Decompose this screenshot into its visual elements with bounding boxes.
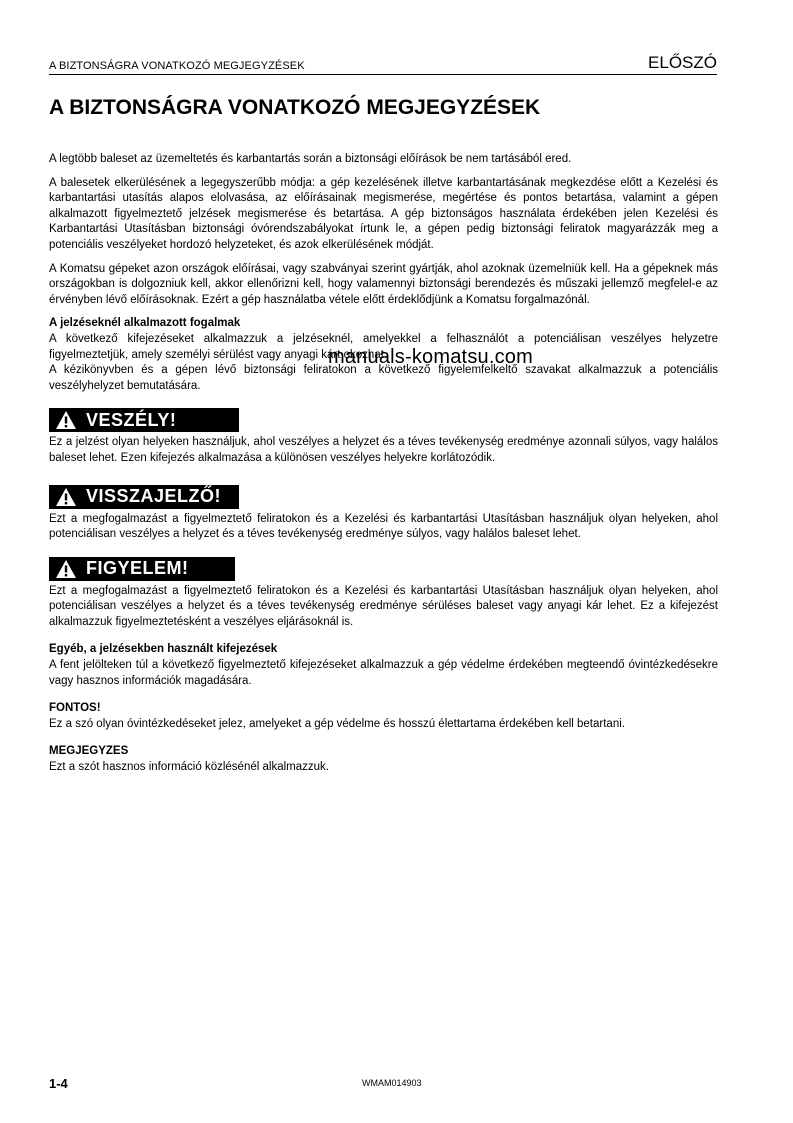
important-text: Ez a szó olyan óvintézkedéseket jelez, amelyeket a gép védelme és hosszú élettartama érdekében kell betartani. [49,717,625,730]
warning-triangle-icon [55,559,77,579]
signals-intro-2: A kézikönyvben és a gépen lévő biztonsági feliratokon a következő figyelemfelkeltő szavakat alkalmazzuk a potenciális veszélyhelyzet bemutatására. [49,364,718,392]
signals-intro-1: A következő kifejezéseket alkalmazzuk a jelzéseknél, amelyekkel a felhasználót a potenciálisan veszélyes helyzetre figyelmeztetjük, amely személyi sérülést vagy anyagi kárt okozhat. [49,332,718,361]
danger-label: VESZÉLY! [86,409,177,430]
warning-triangle-icon [55,487,77,507]
document-code: WMAM014903 [362,1078,422,1088]
caution-text: Ezt a megfogalmazást a figyelmeztető feliratokon és a Kezelési és karbantartási Utasításban használjuk olyan helyeken, ahol potenciálisan veszélyes a helyzet és a téves tevékenység eredménye sérüléses baleset vagy anyagi kár lehet. Ez a kifejezést alkalmazzuk figyelmeztetésként a veszélyes eljárásoknál is. [49,584,718,628]
signals-heading: A jelzéseknél alkalmazott fogalmak [49,317,241,330]
note-label: MEGJEGYZES [49,745,129,758]
caution-banner [49,557,235,581]
avoidance-paragraph: A balesetek elkerülésének a legegyszerűbb módja: a gép kezelésének illetve karbantartásának megkezdése előtt a Kezelési és karbantartási utasítás alapos elolvasása, az előírásainak megismerése, megértése és pontos betartása, valamint a gépen alkalmazott figyelmeztető jelzések megismerése és betartása. A gép biztonságos használata érdekében jelen Kezelési és Karbantartási Utasításban biztonsági óvórendszabályokat írtunk le, a gépen pedig biztonsági feliratok magyarázzák meg a potenciális veszélyeket hordozó helyzeteket, és azok elkerülésének módját. [49,176,718,251]
important-label: FONTOS! [49,702,101,715]
page-title: A BIZTONSÁGRA VONATKOZÓ MEGJEGYZÉSEK [49,96,541,119]
komatsu-paragraph: A Komatsu gépeket azon országok előírásai, vagy szabványai szerint gyártják, ahol azoknak üzemelniük kell. Ha a gépeknek más országokban is dolgozniuk kell, akkor ellenőrizni kell, hogy valamennyi biztonsági berendezés és műszaki jellemző megfelel-e az érvényben lévő előírásoknak. Ezért a gép használatba vétele előtt érdeklődjünk a Komatsu forgalmazónál. [49,262,718,306]
caution-label: FIGYELEM! [86,557,189,578]
warning-triangle-icon [55,410,77,430]
warning-text: Ezt a megfogalmazást a figyelmeztető feliratokon és a Kezelési és karbantartási Utasításban használjuk olyan helyeken, ahol potenciálisan veszélyes a helyzet és a téves tevékenység eredménye súlyos, vagy halálos baleset lehet. [49,512,718,541]
danger-banner [49,408,239,432]
warning-label: VISSZAJELZŐ! [86,485,222,506]
other-terms-text: A fent jelölteken túl a következő figyelmeztető kifejezéseket alkalmazzuk a gép védelme érdekében megteendő óvintézkedésekre vagy hasznos információk magadására. [49,659,718,687]
note-text: Ezt a szót hasznos információ közlésénél alkalmazzuk. [49,761,329,774]
other-terms-heading: Egyéb, a jelzésekben használt kifejezések [49,643,278,656]
running-header-chapter: ELŐSZÓ [648,53,717,72]
watermark: manuals-komatsu.com [328,346,533,368]
page-content [49,152,718,776]
intro-paragraph: A legtöbb baleset az üzemeltetés és karbantartás során a biztonsági előírások be nem tartásából ered. [49,153,572,165]
warning-banner [49,485,239,509]
header-divider [49,74,717,75]
page-number: 1-4 [49,1076,68,1091]
danger-text: Ez a jelzést olyan helyeken használjuk, ahol veszélyes a helyzet és a téves tevékenység eredménye azonnali súlyos, vagy halálos baleset lehet. Ezen kifejezés alkalmazása a különösen veszélyes helyekre korlátozódik. [49,436,718,464]
running-header-section: A BIZTONSÁGRA VONATKOZÓ MEGJEGYZÉSEK [49,60,305,72]
